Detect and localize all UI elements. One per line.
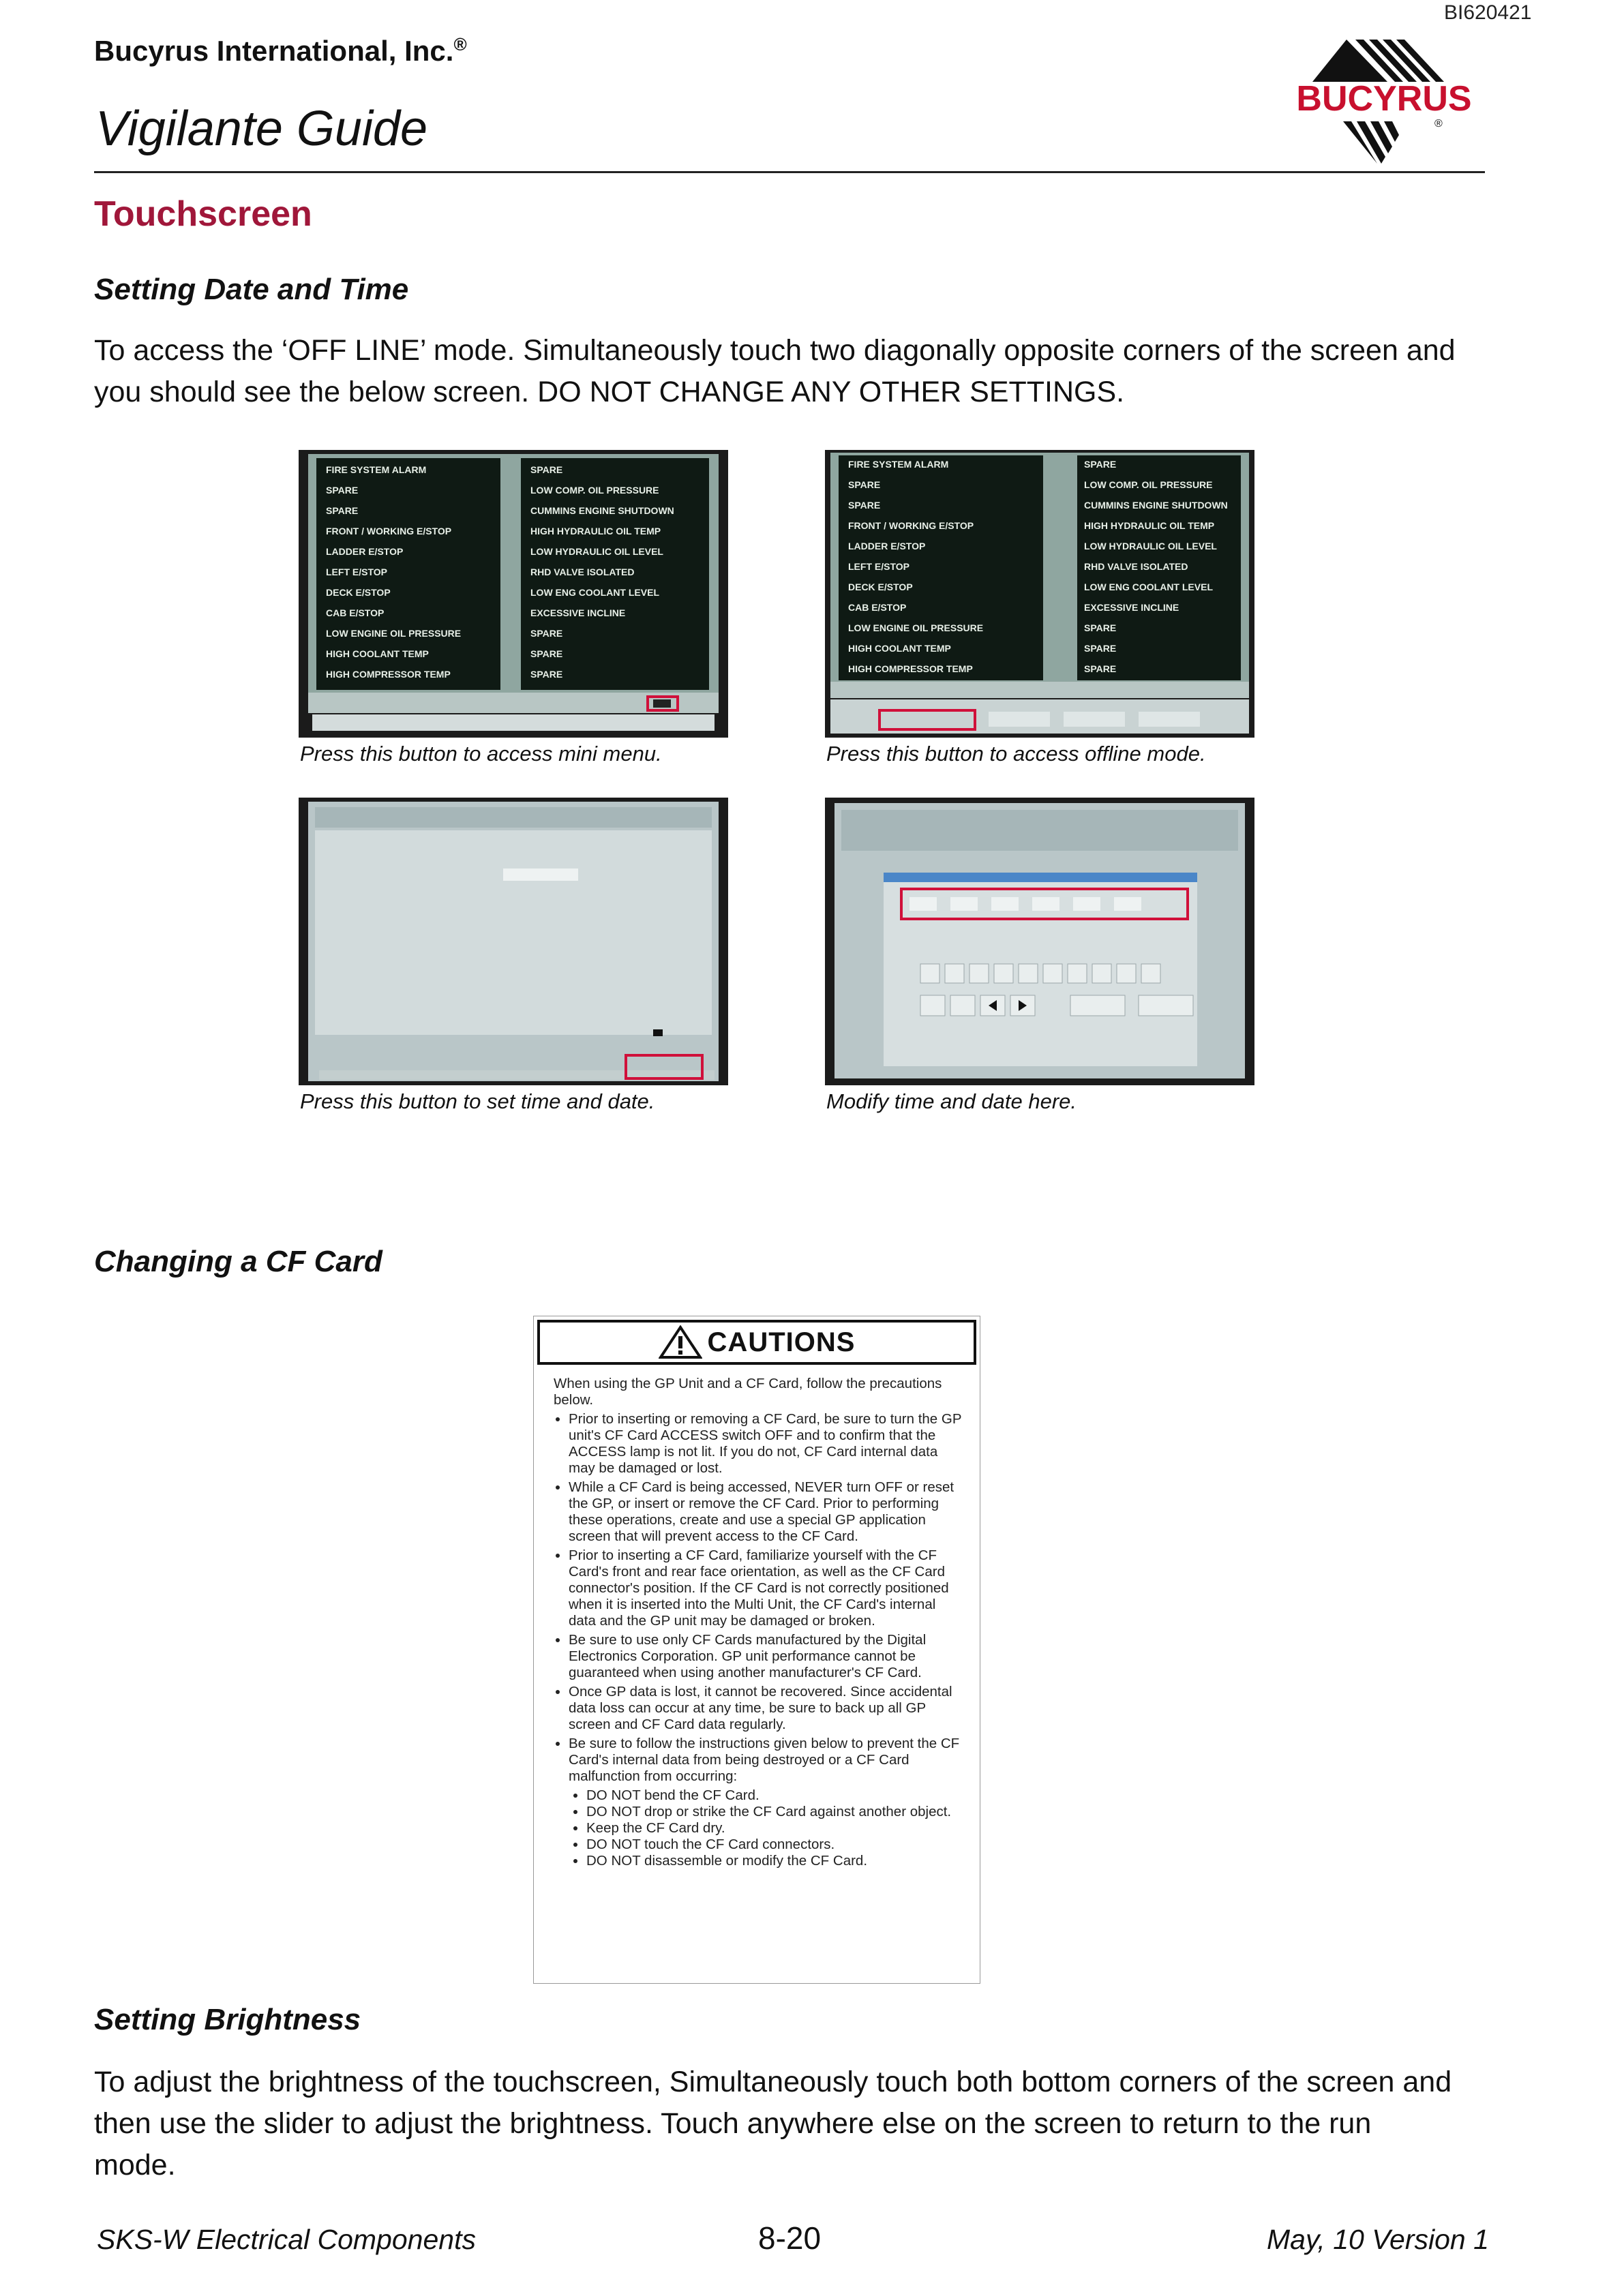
caution-item: • While a CF Card is being accessed, NEVER turn OFF or reset the GP, or insert or remove the CF Card. Prior to performing these operations, create and use a special GP application screen that will prevent access to the CF Card.	[569, 1479, 963, 1545]
screen-alarm-label: DECK E/STOP	[326, 587, 391, 598]
screen-alarm-label: HIGH COMPRESSOR TEMP	[326, 669, 451, 680]
footer-manual-name: SKS-W Electrical Components	[97, 2224, 476, 2255]
caption-3: Press this button to set time and date.	[300, 1089, 655, 1113]
caution-item: • Be sure to follow the instructions given below to prevent the CF Card's internal data from being destroyed or a CF Card malfunction from occurring:	[569, 1736, 963, 1785]
date-time-paragraph: To access the ‘OFF LINE’ mode. Simultaneously touch two diagonally opposite corners of the screen and you should see the below screen. DO NOT CHANGE ANY OTHER SETTINGS.	[94, 334, 1456, 408]
caption-2: Press this button to access offline mode.	[826, 742, 1206, 766]
guide-title: Vigilante Guide	[95, 102, 428, 156]
screen-alarm-label: SPARE	[1084, 459, 1117, 470]
caution-subitem: • DO NOT bend the CF Card.	[586, 1787, 963, 1804]
screen-alarm-label: SPARE	[1084, 663, 1117, 674]
caution-subitem: • DO NOT disassemble or modify the CF Card.	[586, 1853, 963, 1869]
screen-alarm-label: CUMMINS ENGINE SHUTDOWN	[530, 505, 674, 516]
screen-alarm-label: SPARE	[326, 485, 359, 496]
cautions-box	[533, 1316, 980, 1984]
screen-alarm-label: LOW HYDRAULIC OIL LEVEL	[530, 546, 663, 557]
screen-alarm-label: RHD VALVE ISOLATED	[530, 567, 635, 577]
bucyrus-logo	[1275, 34, 1493, 170]
svg-text:BUCYRUS: BUCYRUS	[1296, 79, 1472, 119]
screen-alarm-label: EXCESSIVE INCLINE	[1084, 602, 1179, 613]
cautions-list	[554, 1411, 963, 1785]
screen-alarm-label: LEFT E/STOP	[326, 567, 387, 577]
screen-alarm-label: CAB E/STOP	[326, 607, 385, 618]
cautions-intro: When using the GP Unit and a CF Card, follow the precautions below.	[554, 1376, 942, 1408]
screen-alarm-label: SPARE	[530, 648, 563, 659]
screen-alarm-label: SPARE	[530, 628, 563, 639]
screen-alarm-label: LADDER E/STOP	[848, 541, 926, 552]
screen-alarm-label: SPARE	[1084, 622, 1117, 633]
screen-alarm-label: LEFT E/STOP	[848, 561, 909, 572]
screen-alarm-label: SPARE	[530, 464, 563, 475]
screen-alarm-label: HIGH HYDRAULIC OIL TEMP	[1084, 520, 1215, 531]
screen-alarm-label: CUMMINS ENGINE SHUTDOWN	[1084, 500, 1228, 511]
screen-alarm-label: FIRE SYSTEM ALARM	[848, 459, 949, 470]
brightness-paragraph: To adjust the brightness of the touchscreen, Simultaneously touch both bottom corners of the screen and then use the slider to adjust the brightness. Touch anywhere else on the screen to return to the run mode.	[94, 2066, 1452, 2181]
caution-item: • Prior to inserting or removing a CF Card, be sure to turn the GP unit's CF Card ACCESS switch OFF and to confirm that the ACCESS lamp is not lit. If you do not, CF Card internal data may be damaged or lost.	[569, 1411, 963, 1477]
photo-alarm-screen-offline	[825, 450, 1254, 738]
date-time-heading: Setting Date and Time	[94, 273, 409, 306]
document-id: BI620421	[1444, 1, 1532, 24]
caution-item: • Be sure to use only CF Cards manufactured by the Digital Electronics Corporation. GP unit performance cannot be guaranteed when using another manufacturer's CF Card.	[569, 1632, 963, 1681]
svg-text:®: ®	[1434, 118, 1443, 130]
screen-alarm-label: EXCESSIVE INCLINE	[530, 607, 626, 618]
screen-alarm-label: SPARE	[848, 500, 881, 511]
screen-alarm-label: DECK E/STOP	[848, 581, 913, 592]
screen-alarm-label: CAB E/STOP	[848, 602, 907, 613]
screen-alarm-label: FIRE SYSTEM ALARM	[326, 464, 427, 475]
screen-alarm-label: HIGH COMPRESSOR TEMP	[848, 663, 973, 674]
caution-item: • Prior to inserting a CF Card, familiarize yourself with the CF Card's front and rear face orientation, as well as the CF Card connector's position. If the CF Card is not correctly positioned when it is inserted into the Multi Unit, the CF Card's internal data and the GP unit may be damaged or broken.	[569, 1547, 963, 1629]
screen-alarm-label: SPARE	[326, 505, 359, 516]
screen-alarm-label: LOW HYDRAULIC OIL LEVEL	[1084, 541, 1217, 552]
cf-card-heading: Changing a CF Card	[94, 1245, 382, 1278]
screen-alarm-label: LOW COMP. OIL PRESSURE	[530, 485, 659, 496]
screen-alarm-label: FRONT / WORKING E/STOP	[326, 526, 452, 537]
photo-date-time-dialog	[825, 798, 1254, 1085]
header-rule	[94, 171, 1485, 173]
screen-alarm-label: SPARE	[530, 669, 563, 680]
screen-alarm-label: HIGH COOLANT TEMP	[326, 648, 429, 659]
cautions-title: CAUTIONS	[707, 1327, 856, 1357]
screen-alarm-label: HIGH HYDRAULIC OIL TEMP	[530, 526, 661, 537]
caption-4: Modify time and date here.	[826, 1089, 1077, 1113]
photo-offline-settings	[299, 798, 728, 1085]
caution-subitem: • Keep the CF Card dry.	[586, 1820, 963, 1837]
screen-alarm-label: SPARE	[1084, 643, 1117, 654]
registered-mark: ®	[453, 34, 467, 55]
screen-alarm-label: LOW ENG COOLANT LEVEL	[1084, 581, 1213, 592]
screen-alarm-label: LADDER E/STOP	[326, 546, 404, 557]
cautions-sublist	[554, 1787, 963, 1869]
caution-subitem: • DO NOT touch the CF Card connectors.	[586, 1837, 963, 1853]
footer-page-number: 8-20	[758, 2220, 822, 2256]
screen-alarm-label: HIGH COOLANT TEMP	[848, 643, 951, 654]
warning-triangle-icon	[659, 1325, 702, 1359]
screen-alarm-label: LOW ENGINE OIL PRESSURE	[848, 622, 984, 633]
photo-alarm-screen-mini-menu	[299, 450, 728, 738]
section-title: Touchscreen	[94, 194, 312, 234]
caution-item: • Once GP data is lost, it cannot be recovered. Since accidental data loss can occur at any time, be sure to back up all GP screen and CF Card data regularly.	[569, 1684, 963, 1733]
brightness-heading: Setting Brightness	[94, 2003, 361, 2036]
company-name: Bucyrus International, Inc.®	[94, 34, 467, 67]
footer-version: May, 10 Version 1	[1267, 2224, 1489, 2255]
cautions-header	[537, 1320, 976, 1365]
screen-alarm-label: LOW ENGINE OIL PRESSURE	[326, 628, 462, 639]
caption-1: Press this button to access mini menu.	[300, 742, 662, 766]
cautions-body	[554, 1376, 963, 1869]
caution-subitem: • DO NOT drop or strike the CF Card against another object.	[586, 1804, 963, 1820]
screen-alarm-label: SPARE	[848, 479, 881, 490]
screen-alarm-label: LOW ENG COOLANT LEVEL	[530, 587, 659, 598]
screen-alarm-label: LOW COMP. OIL PRESSURE	[1084, 479, 1213, 490]
screen-alarm-label: RHD VALVE ISOLATED	[1084, 561, 1188, 572]
screen-alarm-label: FRONT / WORKING E/STOP	[848, 520, 974, 531]
